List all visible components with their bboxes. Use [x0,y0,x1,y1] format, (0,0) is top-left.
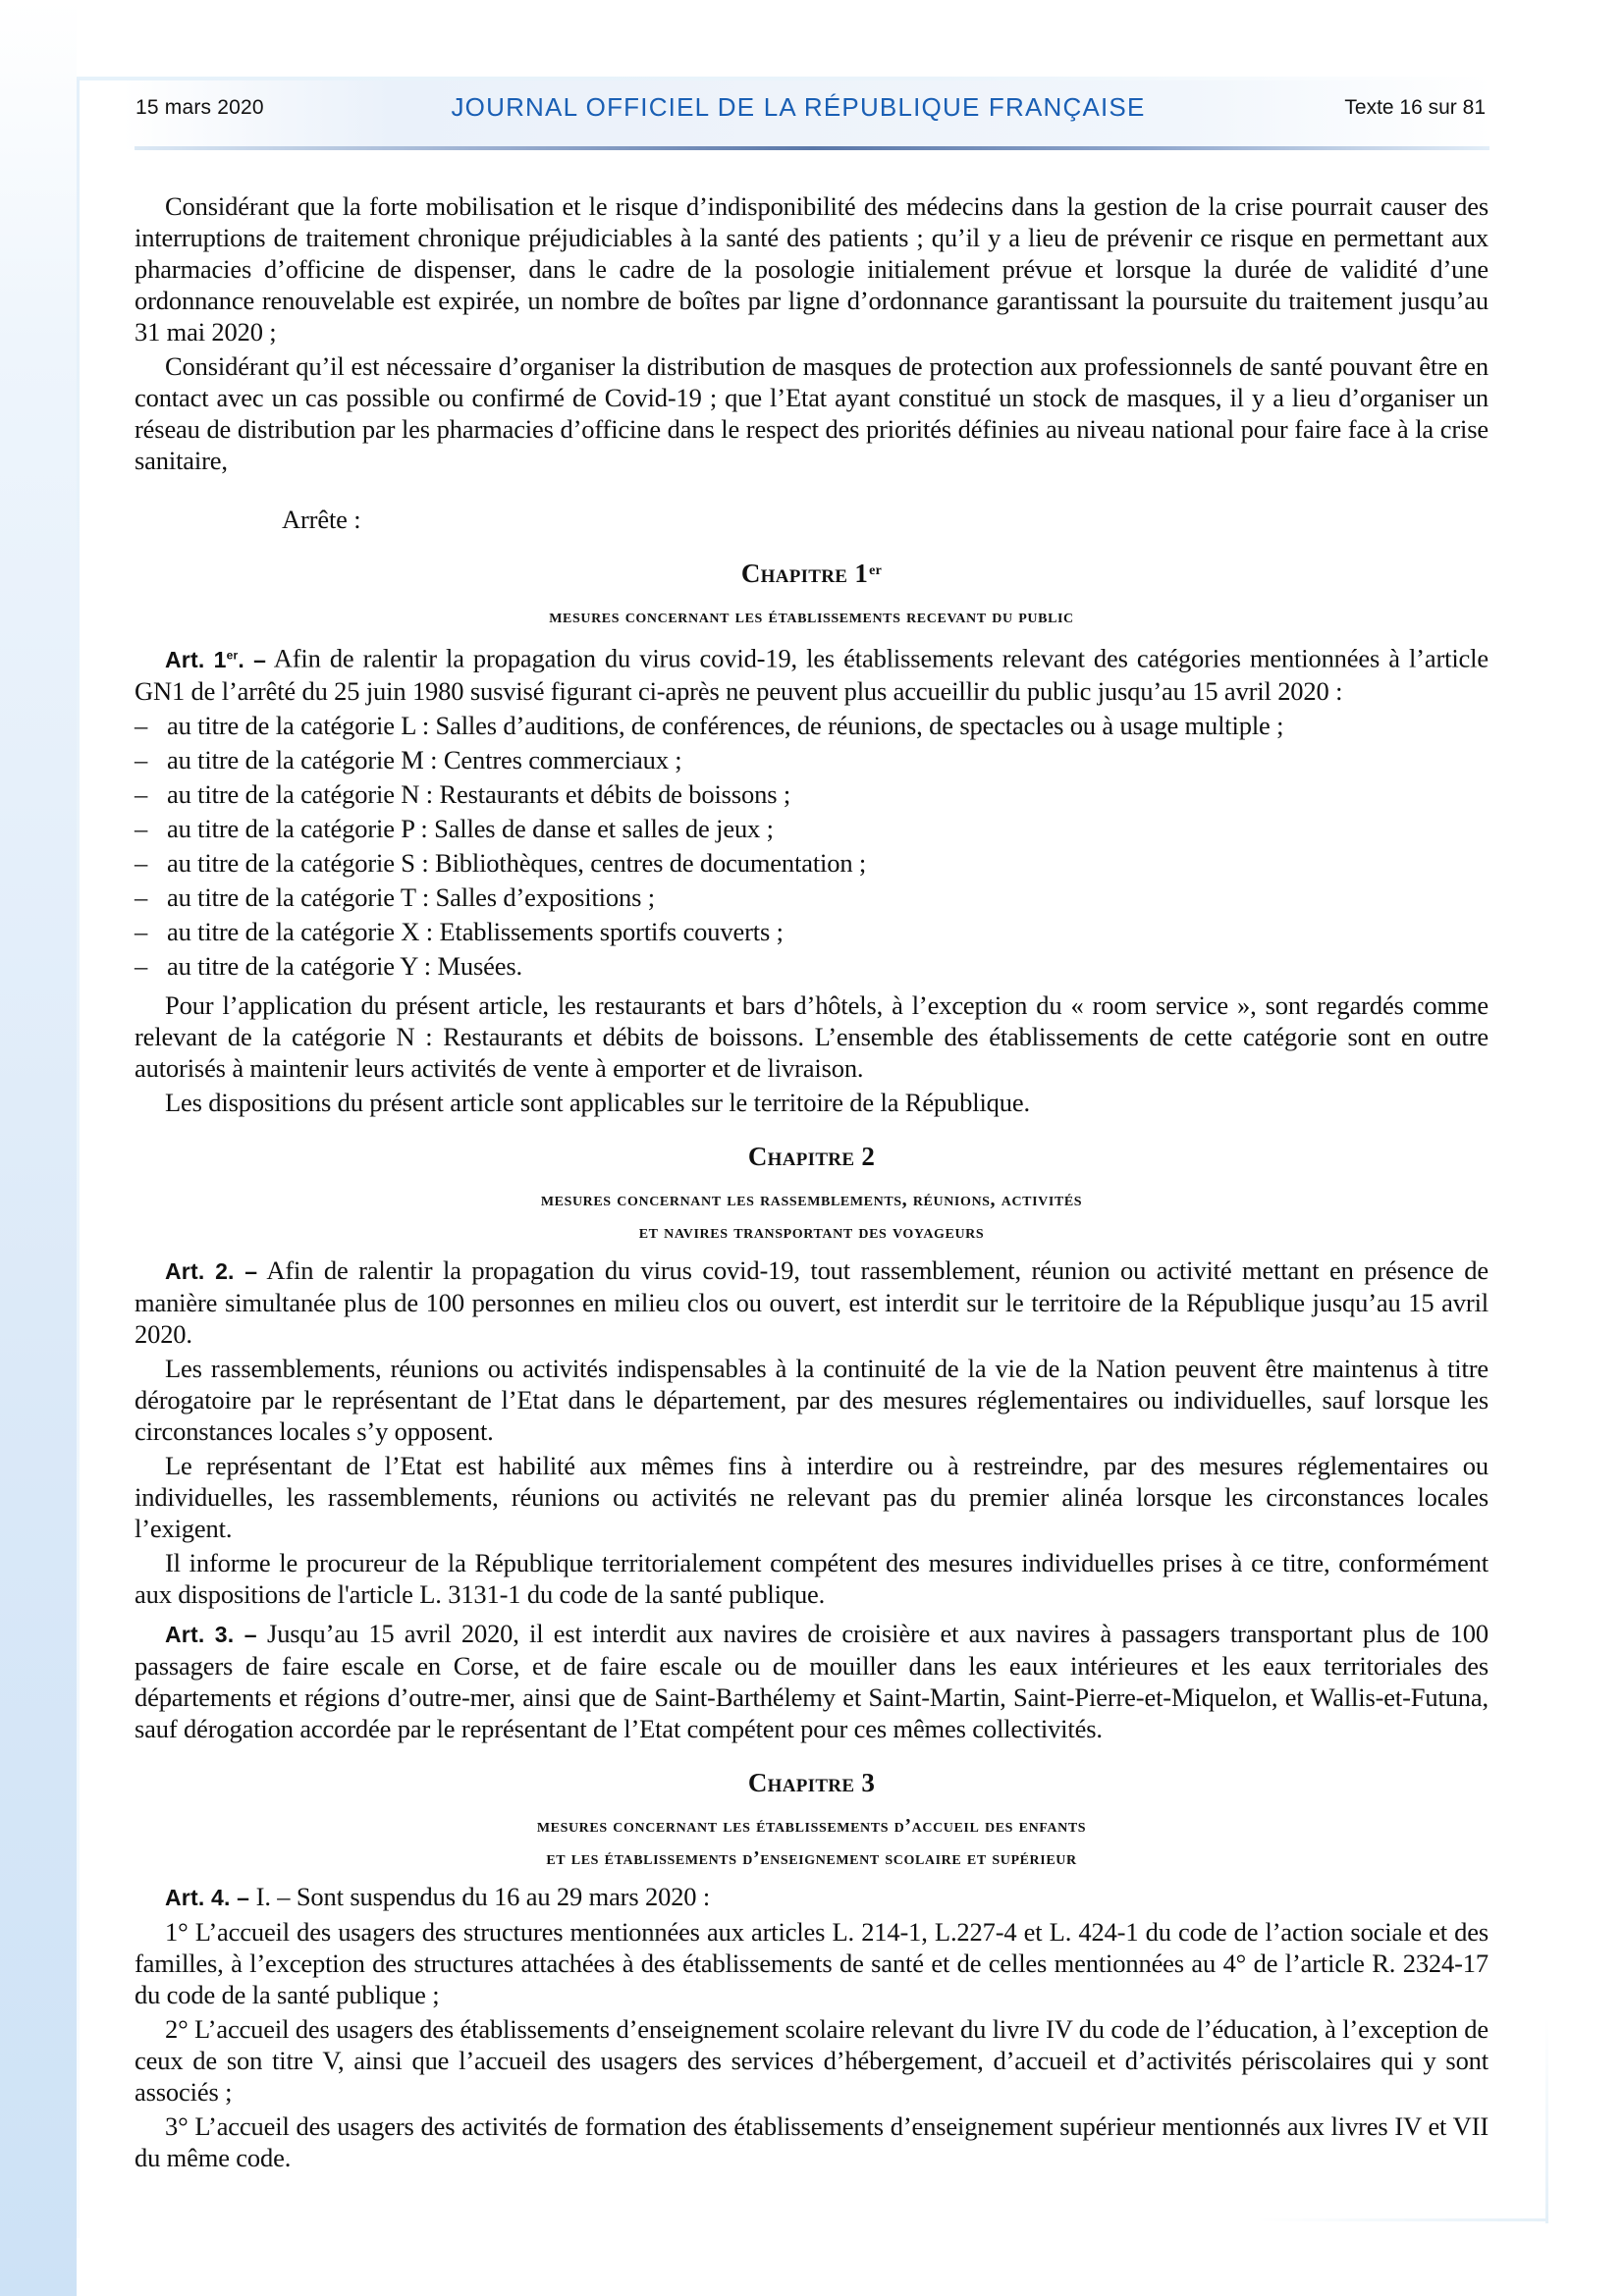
article-label: Art. 3. – [165,1621,257,1647]
journal-title: JOURNAL OFFICIEL DE LA RÉPUBLIQUE FRANÇAISE [451,92,1146,122]
article-text: I. – Sont suspendus du 16 au 29 mars 2020 : [249,1881,711,1911]
header-date: 15 mars 2020 [135,96,264,119]
chapter-1-subtitle: mesures concernant les établissements recevant du public [549,606,1074,627]
article-paragraph: 3° L’accueil des usagers des activités de formation des établissements d’enseignement supérieur mentionnés aux livres IV et VII du même code. [135,2110,1489,2172]
page-frame-corner-bottom [1257,2218,1548,2221]
list-item: – au titre de la catégorie T : Salles d’expositions ; [135,881,655,912]
page-frame-corner-right [1545,2017,1548,2223]
article-text: Afin de ralentir la propagation du virus covid-19, tout rassemblement, réunion ou activité mettant en présence de manière simultanée plus de 100 personnes en milieu clos ou ouvert, est interdit sur le territoire de la République jusqu’au 15 avril 2020. [135,1255,1489,1349]
article-2 [135,1255,1489,1350]
article-paragraph: Les rassemblements, réunions ou activités indispensables à la continuité de la vie de la Nation peuvent être maintenus à titre dérogatoire par le représentant de l’Etat dans le département, par des mesures réglementaires ou individuelles, sauf lorsque les circonstances locales s’y opposent. [135,1353,1489,1446]
list-item: – au titre de la catégorie X : Etablissements sportifs couverts ; [135,916,784,946]
article-paragraph: Le représentant de l’Etat est habilité aux mêmes fins à interdire ou à restreindre, par des mesures réglementaires ou individuelles, les rassemblements, réunions ou activités ne relevant pas du premier alinéa lorsque les circonstances locales l’exigent. [135,1450,1489,1543]
list-item: – au titre de la catégorie L : Salles d’auditions, de conférences, de réunions, de spectacles ou à usage multiple ; [135,710,1284,740]
article-paragraph: Pour l’application du présent article, les restaurants et bars d’hôtels, à l’exception du « room service », sont regardés comme relevant de la catégorie N : Restaurants et débits de boissons. L’ensemble des établissements de cette catégorie sont en outre autorisés à maintenir leurs activités de vente à emporter et de livraison. [135,989,1489,1083]
article-label: Art. 4. – [165,1884,250,1910]
list-item: – au titre de la catégorie M : Centres commerciaux ; [135,744,682,774]
chapter-2-subtitle: et navires transportant des voyageurs [638,1220,985,1243]
chapter-title-superscript: er [869,563,883,578]
list-item: – au titre de la catégorie Y : Musées. [135,950,523,981]
article-1 [135,639,1489,707]
chapter-2-title: Chapitre 2 [747,1141,876,1171]
chapter-3-title: Chapitre 3 [747,1767,876,1797]
article-paragraph: Il informe le procureur de la République territorialement compétent des mesures individuelles prises à ce titre, conformément aux dispositions de l'article L. 3131-1 du code de la santé publique. [135,1547,1489,1609]
article-paragraph: 1° L’accueil des usagers des structures mentionnées aux articles L. 214-1, L.227-4 et L. 424-1 du code de l’action sociale et des familles, à l’exception des structures attachées à des établissements de santé et de celles mentionnées au 4° de l’article R. 2324-17 du code de la santé publique ; [135,1916,1489,2009]
article-label: Art. 1er. – [165,646,267,672]
article-text: Jusqu’au 15 avril 2020, il est interdit aux navires de croisière et aux navires à passagers transportant plus de 100 passagers de faire escale en Corse, et de faire escale ou de mouiller dans les eaux intérieures et les eaux territoriales des départements et régions d’outre-mer, ainsi que de Saint-Barthélemy et Saint-Martin, Saint-Pierre-et-Miquelon, et Wallis-et-Futuna, sauf dérogation accordée par le représentant de l’Etat compétent pour ces mêmes collectivités. [135,1618,1489,1743]
article-paragraph: 2° L’accueil des usagers des établissements d’enseignement scolaire relevant du livre IV du code de l’éducation, à l’exception de ceux de son titre V, ainsi que l’accueil des usagers des services d’hébergement, d’accueil et d’activités périscolaires qui y sont associés ; [135,2013,1489,2107]
chapter-title-text: Chapitre 1 [740,559,869,588]
article-3 [135,1618,1489,1744]
chapter-3-subtitle: mesures concernant les établissements d’accueil des enfants [536,1814,1087,1837]
document-body [135,190,1489,2173]
page-margin-strip [0,0,77,2296]
chapter-2-subtitle: mesures concernant les rassemblements, réunions, activités [540,1188,1083,1210]
preamble-paragraph: Considérant qu’il est nécessaire d’organiser la distribution de masques de protection aux professionnels de santé pouvant être en contact avec un cas possible ou confirmé de Covid-19 ; que l’Etat ayant constitué un stock de masques, il y a lieu d’organiser un réseau de distribution par les pharmacies d’officine dans le respect des priorités définies au niveau national pour faire face à la crise sanitaire, [135,351,1489,475]
chapter-3-subtitle: et les établissements d’enseignement scolaire et supérieur [546,1846,1077,1869]
list-item: – au titre de la catégorie S : Bibliothèques, centres de documentation ; [135,847,867,878]
page-frame-left [77,79,80,2238]
preamble-paragraph: Considérant que la forte mobilisation et le risque d’indisponibilité des médecins dans la gestion de la crise pourrait causer des interruptions de traitement chronique préjudiciables à la santé des patients ; qu’il y a lieu de prévenir ce risque en permettant aux pharmacies d’officine de dispenser, dans le cadre de la posologie initialement prévue et lorsque la durée de validité d’une ordonnance renouvelable est expirée, un nombre de boîtes par ligne d’ordonnance garantissant la poursuite du traitement jusqu’au 31 mai 2020 ; [135,191,1489,347]
list-item: – au titre de la catégorie N : Restaurants et débits de boissons ; [135,778,791,809]
chapter-1-title [135,558,1489,589]
article-4 [135,1881,1489,1913]
header-rule [135,146,1489,150]
arrete-label: Arrête : [282,505,361,534]
article-paragraph: Les dispositions du présent article sont applicables sur le territoire de la République. [165,1087,1030,1117]
header-page-reference: Texte 16 sur 81 [1344,96,1486,119]
article-label: Art. 2. – [165,1257,258,1284]
article-text: Afin de ralentir la propagation du virus covid-19, les établissements relevant des catégories mentionnées à l’article GN1 de l’arrêté du 25 juin 1980 susvisé figurant ci-après ne peuvent plus accueillir du public jusqu’au 15 avril 2020 : [135,643,1489,706]
list-item: – au titre de la catégorie P : Salles de danse et salles de jeux ; [135,813,774,843]
